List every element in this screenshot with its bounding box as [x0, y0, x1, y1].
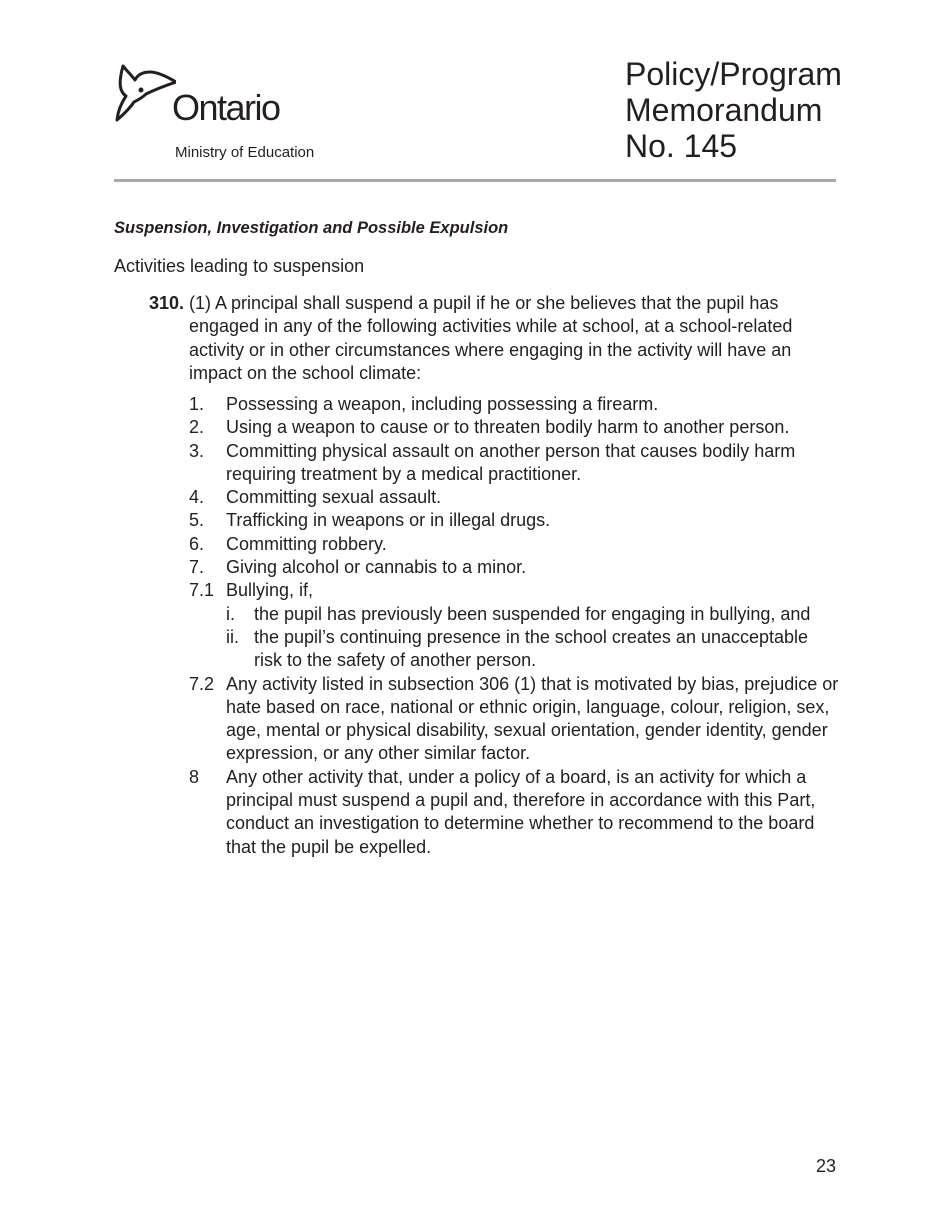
list-item — [189, 393, 839, 416]
section-title: Suspension, Investigation and Possible Expulsion — [114, 219, 509, 237]
page-header — [114, 56, 842, 182]
item-text: Possessing a weapon, including possessing a firearm. — [226, 394, 659, 414]
clause-number: 310. — [149, 293, 185, 313]
item-text: Any activity listed in subsection 306 (1) that is motivated by bias, prejudice or hate based on race, national or ethnic origin, language, colour, religion, sex, age, mental or physical disability, sexual orientation, gender identity, gender expression, or any other similar factor. — [226, 673, 839, 764]
item-number: 1. — [189, 394, 205, 414]
activity-list — [189, 393, 839, 859]
subitem-number: ii. — [226, 626, 239, 647]
item-text: Committing physical assault on another person that causes bodily harm requiring treatment by a medical practitioner. — [226, 440, 796, 484]
memo-title-line: Memorandum — [625, 92, 823, 128]
list-item-bullying — [189, 579, 839, 672]
ontario-logo — [114, 62, 354, 128]
list-item — [189, 486, 839, 509]
item-text: Any other activity that, under a policy of a board, is an activity for which a principal must suspend a pupil and, therefore in accordance with this Part, conduct an investigation to determine whether to recommend to the board that the pupil be expelled. — [226, 766, 816, 857]
item-text: Bullying, if, — [226, 580, 314, 601]
page-number: 23 — [816, 1156, 837, 1176]
header-divider — [114, 179, 836, 182]
sub-list-item — [226, 626, 839, 673]
item-text: Giving alcohol or cannabis to a minor. — [226, 557, 527, 578]
item-text: Committing robbery. — [226, 533, 387, 554]
item-text: Committing sexual assault. — [226, 487, 442, 508]
trillium-icon — [114, 62, 176, 124]
ministry-name: Ministry of Education — [175, 144, 315, 161]
item-number: 7.2 — [189, 673, 215, 694]
bullying-conditions — [226, 603, 839, 673]
item-number: 2. — [189, 417, 205, 438]
clause-310 — [149, 292, 839, 385]
item-number: 7.1 — [189, 580, 215, 601]
list-item — [189, 416, 839, 439]
list-item — [189, 533, 839, 556]
list-item — [189, 766, 839, 859]
list-item — [189, 556, 839, 579]
subheading: Activities leading to suspension — [114, 256, 365, 276]
item-number: 4. — [189, 487, 205, 508]
ontario-wordmark: Ontario — [172, 87, 280, 128]
list-item — [189, 673, 839, 766]
sub-list-item — [226, 603, 839, 626]
item-number: 5. — [189, 510, 205, 531]
item-number: 6. — [189, 533, 205, 554]
item-number: 3. — [189, 440, 205, 461]
item-text: Using a weapon to cause or to threaten bodily harm to another person. — [226, 417, 790, 438]
memo-title — [625, 56, 842, 164]
memo-title-line: Policy/Program — [625, 56, 842, 92]
list-item — [189, 440, 839, 487]
clause-text: (1) A principal shall suspend a pupil if he or she believes that the pupil has engaged in any of the following activities while at school, at a school-related activity or in other circumstances where engaging in the activity will have an impact on the school climate: — [189, 293, 793, 383]
subitem-text: the pupil’s continuing presence in the school creates an unacceptable risk to the safety of another person. — [254, 626, 809, 671]
subitem-text: the pupil has previously been suspended for engaging in bullying, and — [254, 603, 811, 624]
item-text: Trafficking in weapons or in illegal drugs. — [226, 510, 551, 531]
item-number: 7. — [189, 557, 205, 578]
memo-title-line: No. 145 — [625, 128, 738, 164]
item-number: 8 — [189, 766, 200, 787]
subitem-number: i. — [226, 603, 235, 624]
list-item — [189, 509, 839, 532]
